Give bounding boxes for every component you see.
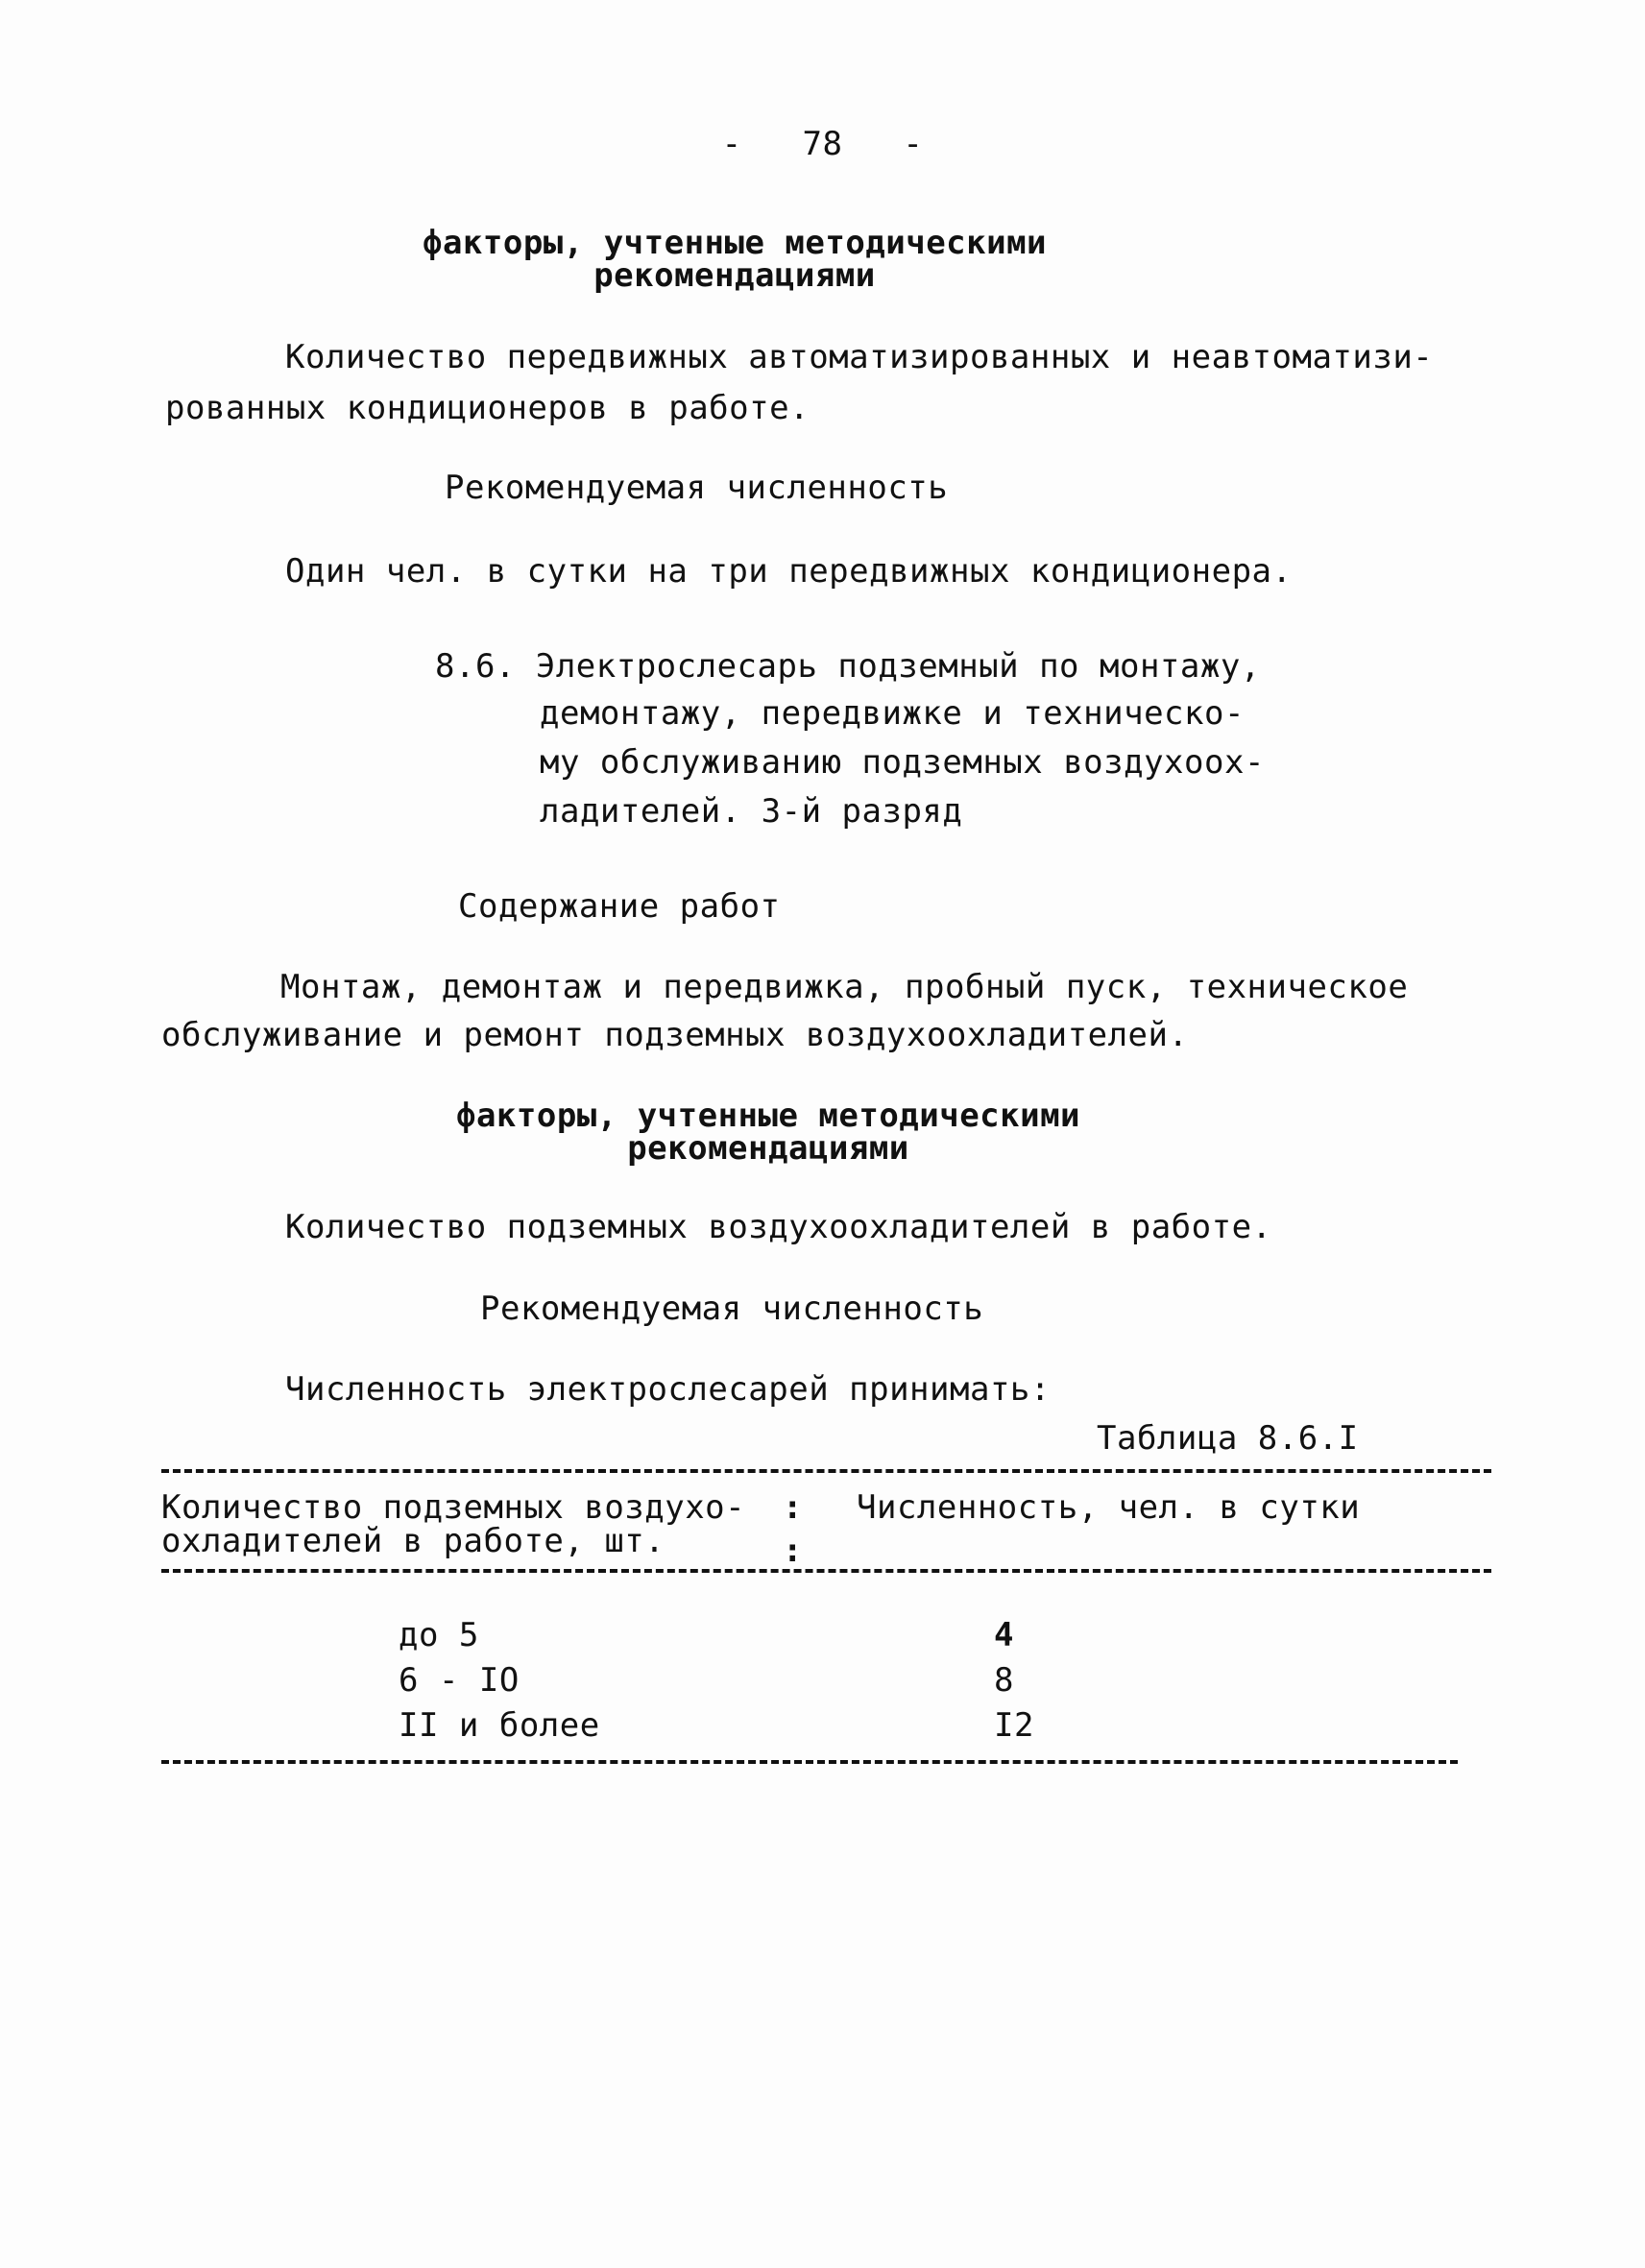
section-title-line3: му обслуживанию подземных воздухоох- [540,743,1265,782]
factors-text-2: Количество подземных воздухоохладителей в работе. [285,1208,1272,1246]
recommended-heading-1: Рекомендуемая численность [445,469,949,507]
table-top-rule [161,1469,1491,1473]
factors-text-1-line1: Количество передвижных автоматизированных и неавтоматизи- [285,338,1434,376]
work-text-line2: обслуживание и ремонт подземных воздухоохладителей. [161,1016,1189,1054]
section-title-line2: демонтажу, передвижке и техническо- [540,694,1245,733]
recommended-text-1: Один чел. в сутки на три передвижных кондиционера. [285,552,1293,591]
table-row-3-staff: I2 [994,1706,1034,1745]
work-text-line1: Монтаж, демонтаж и передвижка, пробный пуск, техническое [280,968,1409,1006]
table-header-col1-line2: охладителей в работе, шт. [161,1522,665,1560]
table-row-2-count: 6 - IO [399,1661,520,1700]
factors-heading-1-line1: факторы, учтенные методическими [422,224,1048,262]
table-row-1-count: до 5 [399,1616,479,1654]
table-header-separator-bottom: : [783,1532,803,1570]
page-number: - 78 - [721,125,924,163]
recommended-intro: Численность электрослесарей принимать: [285,1370,1051,1409]
section-title-line1: 8.6. Электрослесарь подземный по монтажу, [435,647,1261,686]
section-title-line4: ладителей. 3-й разряд [540,792,963,831]
recommended-heading-2: Рекомендуемая численность [480,1290,984,1328]
table-row-3-count: II и более [399,1706,600,1745]
table-row-2-staff: 8 [994,1661,1014,1700]
table-header-rule [161,1569,1491,1573]
factors-heading-2-line1: факторы, учтенные методическими [455,1097,1081,1135]
factors-heading-2-line2: рекомендациями [627,1129,909,1168]
factors-heading-1-line2: рекомендациями [593,256,876,295]
work-heading: Содержание работ [458,887,781,926]
table-header-col2: Численность, чел. в сутки [857,1488,1361,1527]
table-caption: Таблица 8.6.I [1097,1419,1359,1458]
table-header-col1-line1: Количество подземных воздухо- [161,1488,746,1527]
factors-text-1-line2: рованных кондиционеров в работе. [165,389,810,427]
table-header-separator-top: : [783,1488,803,1527]
table-row-1-staff: 4 [994,1616,1014,1654]
table-bottom-rule [161,1760,1458,1764]
